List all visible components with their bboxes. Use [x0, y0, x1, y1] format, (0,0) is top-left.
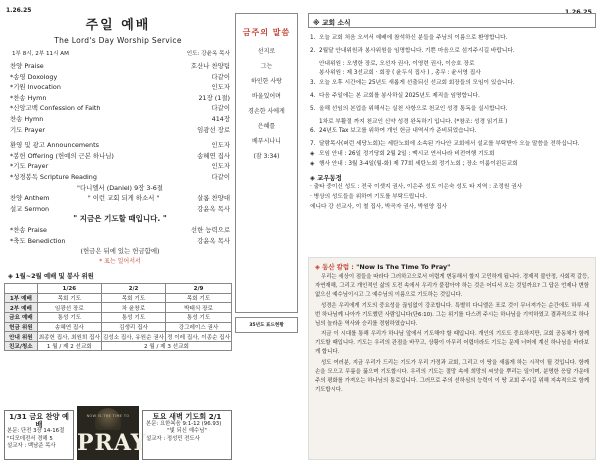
- table-cell: 강그레이스 권사: [166, 322, 232, 332]
- row-label: 안내 위원: [5, 332, 38, 342]
- service-item: *찬송 Praise 선한 능력으로: [10, 225, 230, 234]
- table-cell: 1 월 / 제 2 선교회: [37, 341, 101, 351]
- dawn-prayer-title: 토요 새벽 기도회 2/1: [152, 412, 222, 421]
- weekly-verse-box: [235, 13, 298, 313]
- schedule-table: [4, 283, 232, 351]
- verse-line: 그는: [260, 63, 273, 70]
- table-cell: 통성 기도: [37, 313, 101, 323]
- verse-line: 하인한 사랑: [251, 78, 282, 85]
- essay-paragraph: 우리는 세상이 점들을 따라다 그러하고으로서 어렵게 변동해서 할지 고민하게 됩니다. 경제적 불안정, 사회적 갈등, 자연재해, 그리고 개인적인 삶의 도전 속에서 우리가 붙잡아야 하는 것은 어디서 오는 것일까요? 그 답은 언제나 변함없으신 예수님이시고 그 예수님의 이름으로 기도하는 것입니다.: [315, 274, 589, 298]
- service-item: 환영 및 광고 Announcements 인도자: [10, 141, 230, 150]
- service-item: *축도 Benediction 강윤옥 목사: [10, 236, 230, 245]
- news-header: ※ 교회 소식: [308, 13, 596, 28]
- praying-hands-icon: [95, 408, 121, 430]
- anthem-row: 찬양 Anthem " 이런 교회 되게 하소서 " 살롬 찬양대: [10, 194, 230, 203]
- list-item: 1차로 부활절 까지 천교인 신약 성경 완독하기 입니다. (*참조: 성경 읽기표 ): [319, 118, 508, 125]
- table-row: [5, 332, 232, 342]
- list-item: ◈ 행사 안내 : 3월 3-4일(월-화) 제 77회 세탄노회 정기노회 ; 장소 이룸이윈든교회: [310, 160, 518, 167]
- prayer-heading: ◈ 교우동정: [310, 173, 342, 182]
- table-row: [5, 303, 232, 313]
- table-cell: 김성소 집사, 유원순 권사: [101, 332, 165, 342]
- service-item: *찬송 Hymn 21장 (1절): [10, 93, 230, 102]
- service-item: *기도 Prayer 인도자: [10, 162, 230, 171]
- row-label: 1부 예배: [5, 293, 38, 303]
- friday-worship-box: 1/31 금요 찬양 예배 본문: 단전 3장 14-16절 "디모데전서 경해 5 설교자 : 백남준 목사: [4, 410, 74, 460]
- schedule-header: [5, 284, 38, 294]
- list-item: 6. 24년도 Tax 보고를 위하여 개인 헌금 내역서가 준비되었습니다.: [310, 128, 477, 135]
- service-item: *송영 Doxology 다같이: [10, 72, 230, 81]
- service-item: *기원 Invocation 인도자: [10, 83, 230, 92]
- scripture-ref: "다니엘서 (Daniel) 9장 3-6절: [77, 183, 163, 192]
- schedule-title: ◈ 1월~2월 예배 및 봉사 위원: [8, 272, 94, 281]
- table-cell: 목회 기도: [166, 293, 232, 303]
- row-label: 2부 예배: [5, 303, 38, 313]
- presider: 인도: 강윤옥 목사: [186, 51, 230, 57]
- table-row: [5, 313, 232, 323]
- row-label: 헌금 위원: [5, 322, 38, 332]
- worship-title: 주일 예배: [85, 18, 151, 33]
- essay-paragraph: 성경은 우리에게 기도의 중요성을 끊임없이 강조합니다. 특별히 다니엘은 포로 것이 무너져가는 순간에도 하루 세 번 하나님께 나아가 기도했던 사람입니다(단6:10). 그는 위기를 다스려 주시는 하나님을 기억하였고 결과적으로 하나님의 놀라운 역사와 승리를 경험하였습니다.: [315, 302, 589, 327]
- table-cell: 2 월 / 제 3 선교회: [101, 341, 231, 351]
- service-times: 1부 8시, 2부 11시 AM: [12, 51, 69, 57]
- table-row: [5, 293, 232, 303]
- essay-heading: ◈ 동산 칼럼 : "Now Is The Time To Pray": [315, 263, 451, 271]
- list-item: 7. 달람목사(퍼런 세당노회)는 세탄노회에 소속된 가나안 교회에서 설교를 부탁받아 오늘 말씀을 전하십니다.: [310, 141, 580, 148]
- worship-subtitle: The Lord's Day Worship Service: [54, 36, 182, 45]
- list-item: 3. 오늘 오후 시간에는 25년도 새롭게 선출되신 선교회 회장들의 모임이 있습니다.: [310, 80, 515, 87]
- table-cell: 목회 기도: [101, 293, 165, 303]
- table-cell: 정 이레 집사, 이종순 집사: [166, 332, 232, 342]
- list-item: 2. 2월달 안내위원과 봉사위원을 임명합니다. 기쁜 마음으로 섬겨주시길 바랍니다.: [310, 47, 515, 54]
- prayer-line: 에니다 강 선교사, 이 철 집사, 박곡자 권사, 박원양 집사: [310, 203, 448, 210]
- dawn-prayer-box: 토요 새벽 기도회 2/1 본문: 요한복음 9:1-12 (96.93) "빛 되신 예수님" 설교자 : 정성민 전도사: [142, 410, 232, 460]
- list-item: 안내위원 : 오생한 장로, 오선자 권사, 이영련 권사, 이승호 장로: [319, 60, 475, 67]
- table-cell: 통성 기도: [101, 313, 165, 323]
- essay-paragraph: 성도 여러분, 지금 우리가 드리는 기도가 우리 가정과 교회, 그리고 이 땅을 새롭게 하는 시작이 될 것입니다. 함께 손을 모으고 무릎을 꿇으며 기도합시다. 우리의 기도는 절망 속에 희망의 씨앗을 뿌리는 일이며, 분명한 응답 가운데 주의 평화를 가져오는 하나님의 통로입니다. 그러므로 주의 선하심의 능력이 이 땅 교회 주시길 위해 지속적으로 함께 기도합시다.: [315, 360, 589, 393]
- service-item: 기도 Prayer 임광선 장로: [10, 125, 230, 134]
- sermon-title: " 지금은 기도할 때입니다. ": [73, 214, 167, 224]
- service-item: *봉헌 Offering (헌예의 근본 하나님) 송혜연 집사: [10, 151, 230, 160]
- order-of-service: [4, 61, 232, 267]
- verse-line: (잠 3:34): [253, 153, 280, 160]
- service-item: 찬송 Hymn 414장: [10, 114, 230, 123]
- weekly-verse-text: [236, 44, 297, 164]
- list-item: ◈ 모임 안내 : 26일 정기당회 2월 2일 : 맥시코 연서나라 비전여행 기도회: [310, 150, 495, 157]
- news-list: [308, 34, 596, 213]
- verse-line: 선지로: [257, 48, 276, 55]
- worship-order-column: [4, 12, 232, 460]
- list-item: 봉사위원 : 제 3선교회 · 회장 ( 윤두식 집사 ) , 총무 : 윤서영 집사: [319, 70, 481, 77]
- column-essay: [308, 257, 596, 460]
- schedule-header: 2/2: [101, 284, 165, 294]
- table-cell: 임광선 장로: [37, 303, 101, 313]
- row-label: 친교/청소: [5, 341, 38, 351]
- service-item: *성경봉독 Scripture Reading 다같이: [10, 172, 230, 181]
- verse-line: 은혜를: [257, 123, 276, 130]
- verse-line: 바울있어며: [252, 93, 281, 100]
- news-column: [308, 13, 596, 460]
- schedule-header: 1/26: [37, 284, 101, 294]
- table-cell: 차 윤창로: [101, 303, 165, 313]
- service-item: 찬양 Praise 호산나 찬양팀: [10, 62, 230, 70]
- list-item: 1. 오늘 교회 처음 오셔서 예배에 참석하신 분들을 주님의 이름으로 환영합니다.: [310, 35, 508, 41]
- table-cell: 김생리 집사: [101, 322, 165, 332]
- pray-image: NOW IS THE TIME TO PRAY: [77, 406, 139, 460]
- table-row: [5, 341, 232, 351]
- essay-paragraph: 지금 이 시대를 통해 우리가 하나님 앞에서 기도해야 할 때입니다. 개인의 기도도 중요하지만, 교회 공동체가 함께 기도할 때입니다. 기도는 우리의 관점을 바꾸고, 상황이 아무리 어렵더라도 기도는 문제 너머에 계신 하나님을 바라보게 합니다.: [315, 331, 589, 356]
- weekly-verse-title: 금주의 말씀: [242, 28, 291, 37]
- offering-note: (헌금은 뒤에 있는 헌금함에): [80, 247, 160, 256]
- verse-line: 경손한 사에게: [248, 108, 285, 115]
- date-left: 1.26.25: [6, 7, 32, 14]
- prayer-line: · 병상의 성도들을 위하여 기도를 부탁드립니다.: [310, 194, 428, 201]
- sermon-row: 설교 Sermon 강윤옥 목사: [10, 204, 230, 213]
- stand-note: * 표는 일어서서: [99, 257, 141, 265]
- list-item: 5. 올해 선임의 본업을 위해서는 실천 사항으로 천교인 성경 통독을 실시합니다.: [310, 105, 508, 112]
- table-row: [5, 322, 232, 332]
- table-cell: 박태식 장로: [166, 303, 232, 313]
- table-cell: 최종헌 집사, 최원희 집사: [37, 332, 101, 342]
- verse-line: 베푸시나니: [252, 138, 281, 145]
- bottom-boxes: [4, 406, 232, 460]
- mid-footer: 35년도 표드현황: [235, 317, 298, 333]
- friday-worship-title: 1/31 금요 찬양 예배: [9, 412, 69, 429]
- table-cell: 송혜연 집사: [37, 322, 101, 332]
- worship-meta: [12, 49, 230, 57]
- row-label: 금요 예배: [5, 313, 38, 323]
- prayer-line: · 출타 중이신 성도 : 전국 이셋지 권사, 이은주 성도 이은숙 성도 타 지역 : 조정원 권사: [310, 184, 523, 191]
- date-right: 1.26.25: [564, 8, 592, 16]
- service-item: *신앙고백 Confession of Faith 다같이: [10, 104, 230, 113]
- list-item: 4. 다음 주일에는 본 교회를 봉사하실 2025년도 제직을 임명합니다.: [310, 92, 480, 99]
- table-cell: 목회 기도: [37, 293, 101, 303]
- schedule-header: 2/9: [166, 284, 232, 294]
- table-cell: 통성 기도: [166, 313, 232, 323]
